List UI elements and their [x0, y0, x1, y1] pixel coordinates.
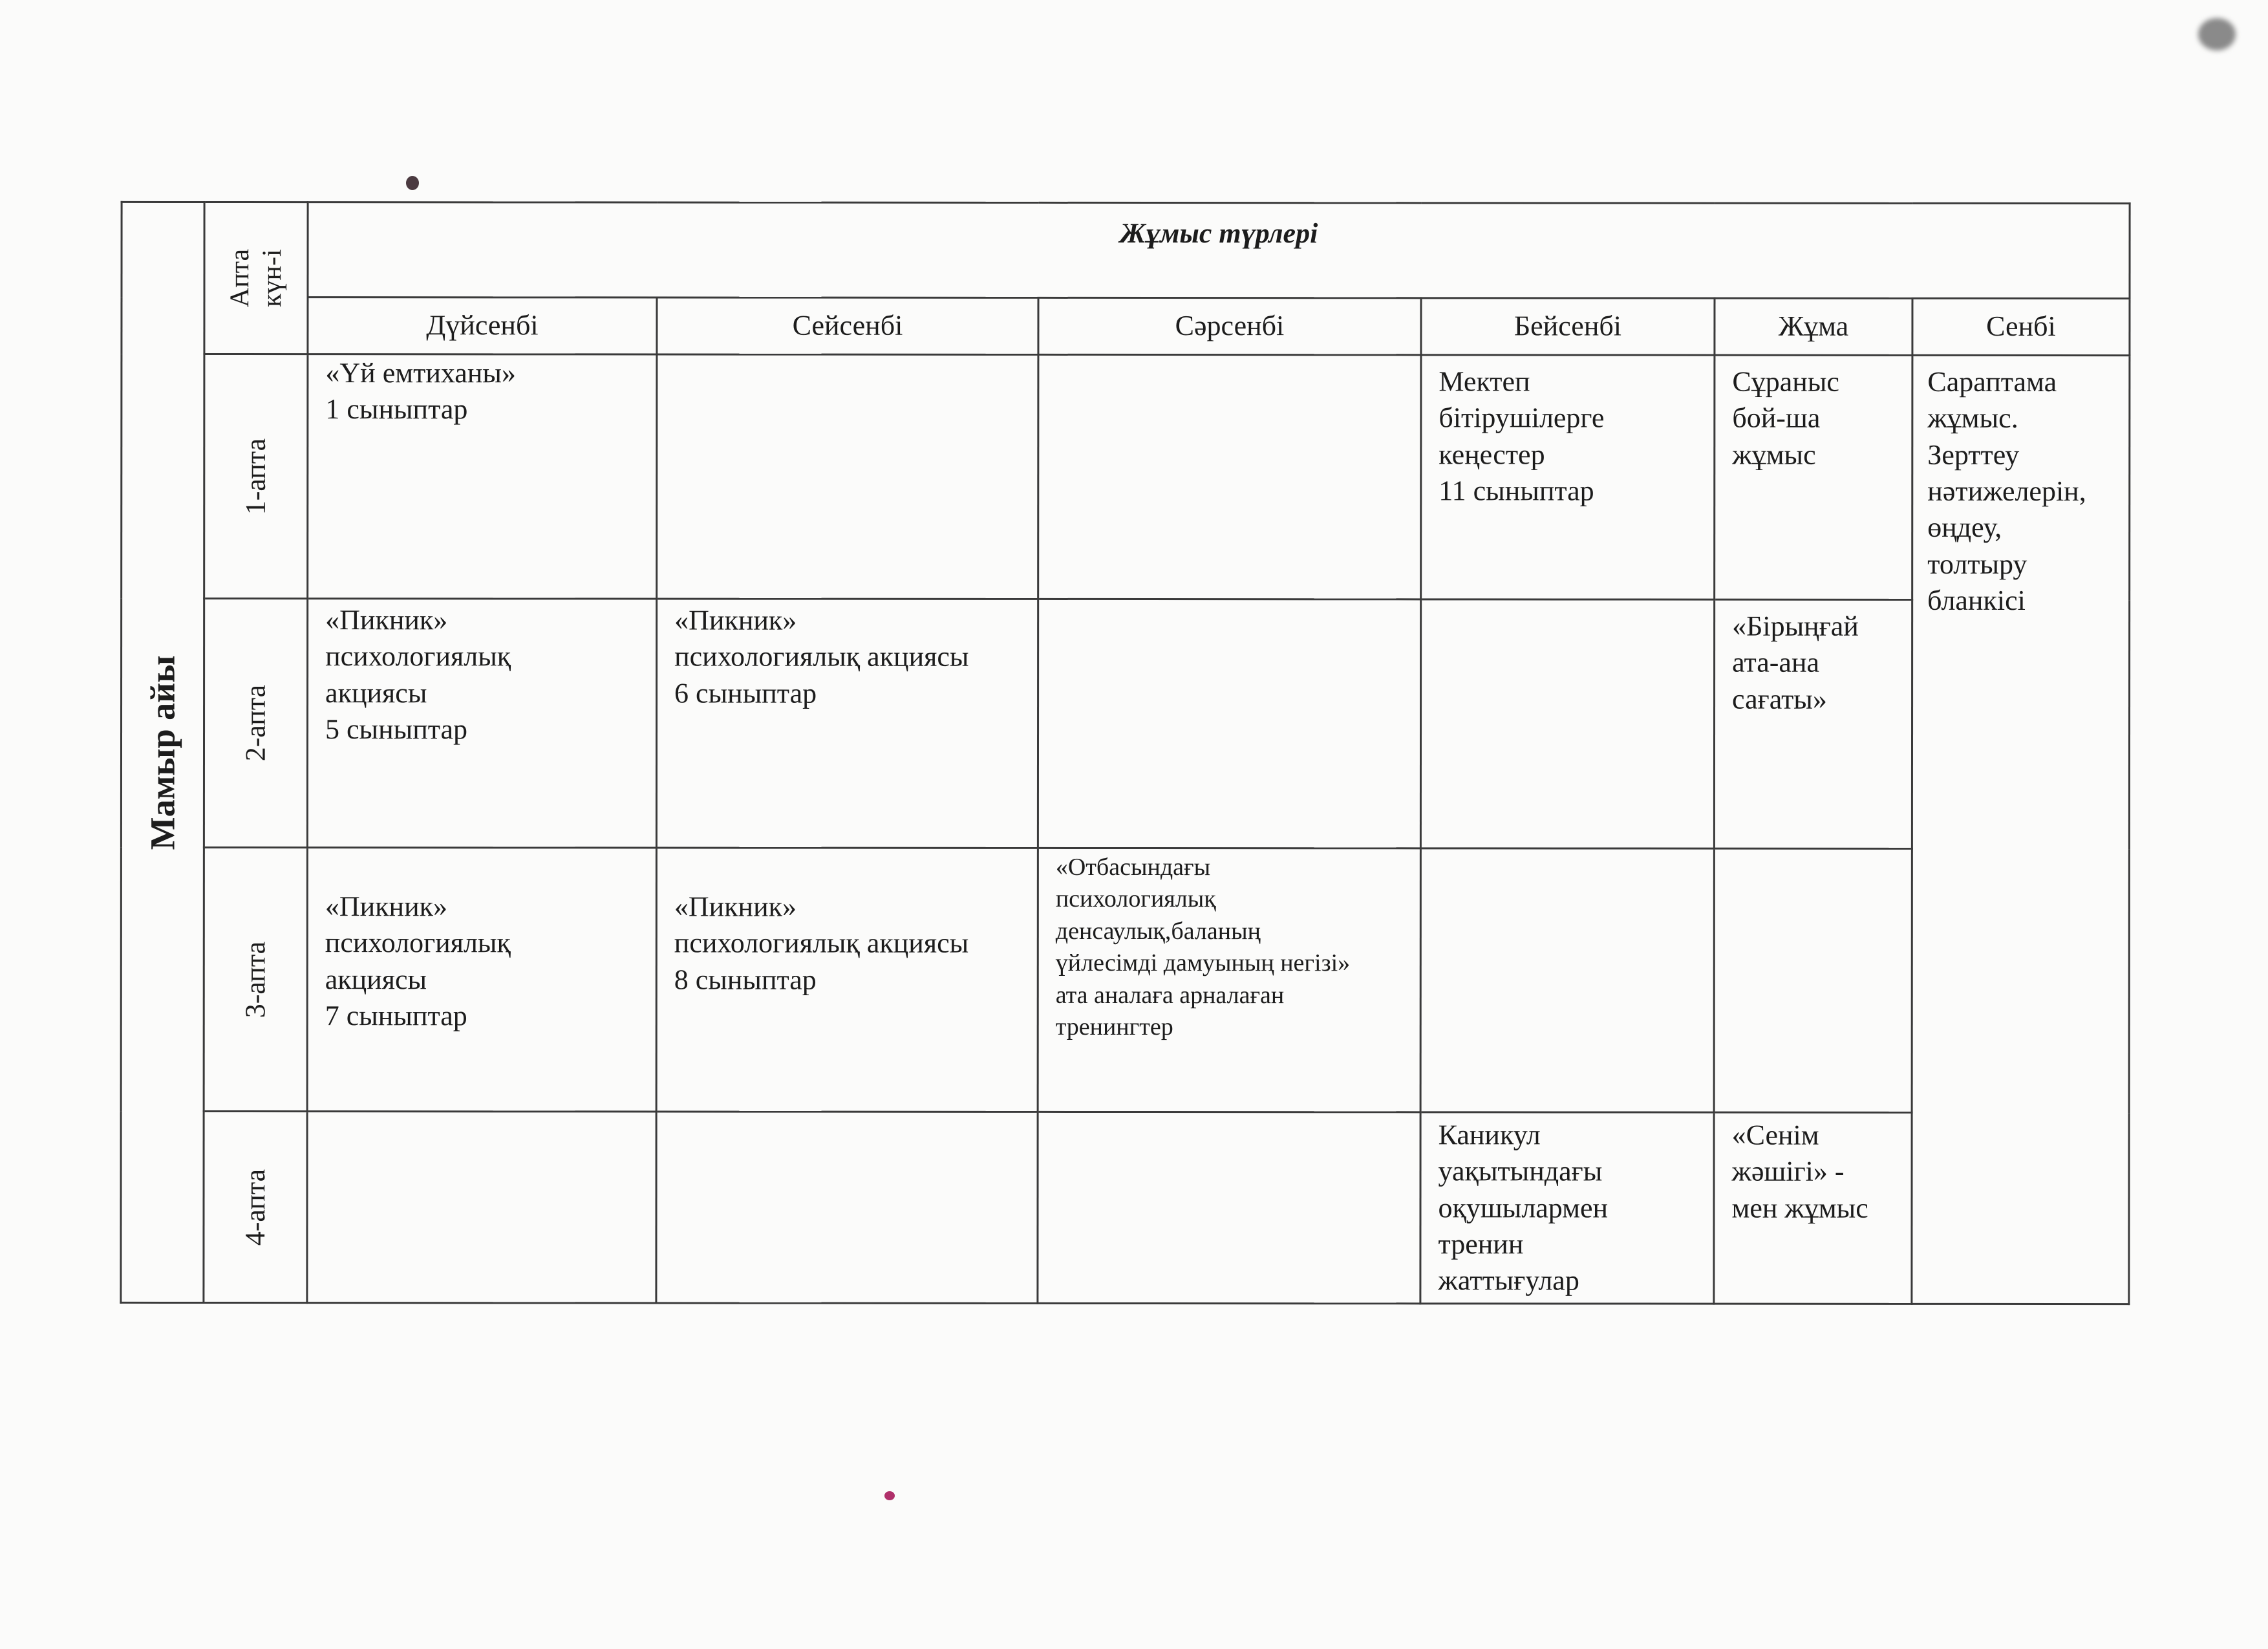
saturday-note-cell: [1912, 355, 2130, 1304]
day-header-wednesday: Сәрсенбі: [1038, 297, 1421, 354]
schedule-cell: «Сенім жәшігі» - мен жұмыс: [1714, 1112, 1912, 1304]
saturday-note: Сараптама жұмыс. Зерттеу нәтижелерін, өңдеу, толтыру бланкісі: [1927, 365, 2086, 616]
schedule-cell: [1038, 354, 1421, 599]
schedule-cell: «Үй емтиханы» 1 сыныптар: [308, 354, 657, 599]
week-day-header-cell: [204, 202, 308, 354]
day-header-monday: Дүйсенбі: [308, 297, 657, 354]
week-label-cell: [204, 354, 308, 599]
week-label-cell: [204, 848, 307, 1112]
week-label: 4-апта: [239, 1169, 271, 1245]
schedule-cell: «Отбасындағы психологиялық денсаулық,баланың үйлесімді дамуының негізі» ата аналаға арналаған тренингтер: [1038, 848, 1420, 1112]
day-header-saturday: Сенбі: [1912, 298, 2130, 355]
schedule-cell: [1714, 848, 1912, 1112]
schedule-cell: Мектеп бітірушілерге кеңестер 11 сыныптар: [1421, 355, 1715, 599]
schedule-cell: [657, 354, 1038, 599]
schedule-cell: «Пикник» психологиялық акциясы 7 сыныптар: [307, 848, 656, 1112]
month-cell: [121, 202, 204, 1302]
table-row: [121, 598, 2129, 848]
schedule-cell: «Пикник» психологиялық акциясы 6 сыныптар: [656, 599, 1038, 848]
schedule-cell: «Бірыңғай ата-ана сағаты»: [1714, 599, 1912, 848]
schedule-cell: [307, 1112, 656, 1303]
week-label: 3-апта: [239, 941, 271, 1018]
day-header-thursday: Бейсенбі: [1421, 298, 1715, 355]
week-label: 1-апта: [239, 438, 272, 515]
week-label-cell: [204, 1112, 307, 1303]
scan-speck: [406, 176, 419, 190]
schedule-cell: «Пикник» психологиялық акциясы 8 сыныптар: [656, 848, 1038, 1112]
schedule-cell: [1038, 1112, 1420, 1303]
table-row: [122, 354, 2130, 599]
day-header-tuesday: Сейсенбі: [657, 297, 1038, 354]
schedule-cell: [656, 1112, 1038, 1303]
week-day-header: Апта күн-і: [224, 248, 288, 308]
week-label-cell: [204, 599, 307, 848]
month-label: Мамыр айы: [142, 655, 182, 850]
work-types-title: Жұмыс түрлері: [308, 202, 2130, 299]
table-row: [121, 847, 2129, 1112]
schedule-cell: Сұраныс бой-ша жұмыс: [1715, 355, 1912, 599]
schedule-cell: [1038, 599, 1420, 848]
day-header-friday: Жұма: [1715, 298, 1912, 355]
schedule-cell: «Пикник» психологиялық акциясы 5 сыныптар: [307, 599, 656, 848]
schedule-cell: [1420, 599, 1714, 848]
scan-speck: [2198, 18, 2236, 50]
scan-speck: [884, 1491, 895, 1500]
schedule-cell: Каникул уақытындағы оқушылармен тренин жаттығулар: [1420, 1112, 1714, 1304]
week-label: 2-апта: [239, 684, 272, 762]
schedule-cell: [1420, 848, 1714, 1112]
monthly-schedule-table: [120, 201, 2130, 1305]
table-row: [121, 1111, 2129, 1304]
